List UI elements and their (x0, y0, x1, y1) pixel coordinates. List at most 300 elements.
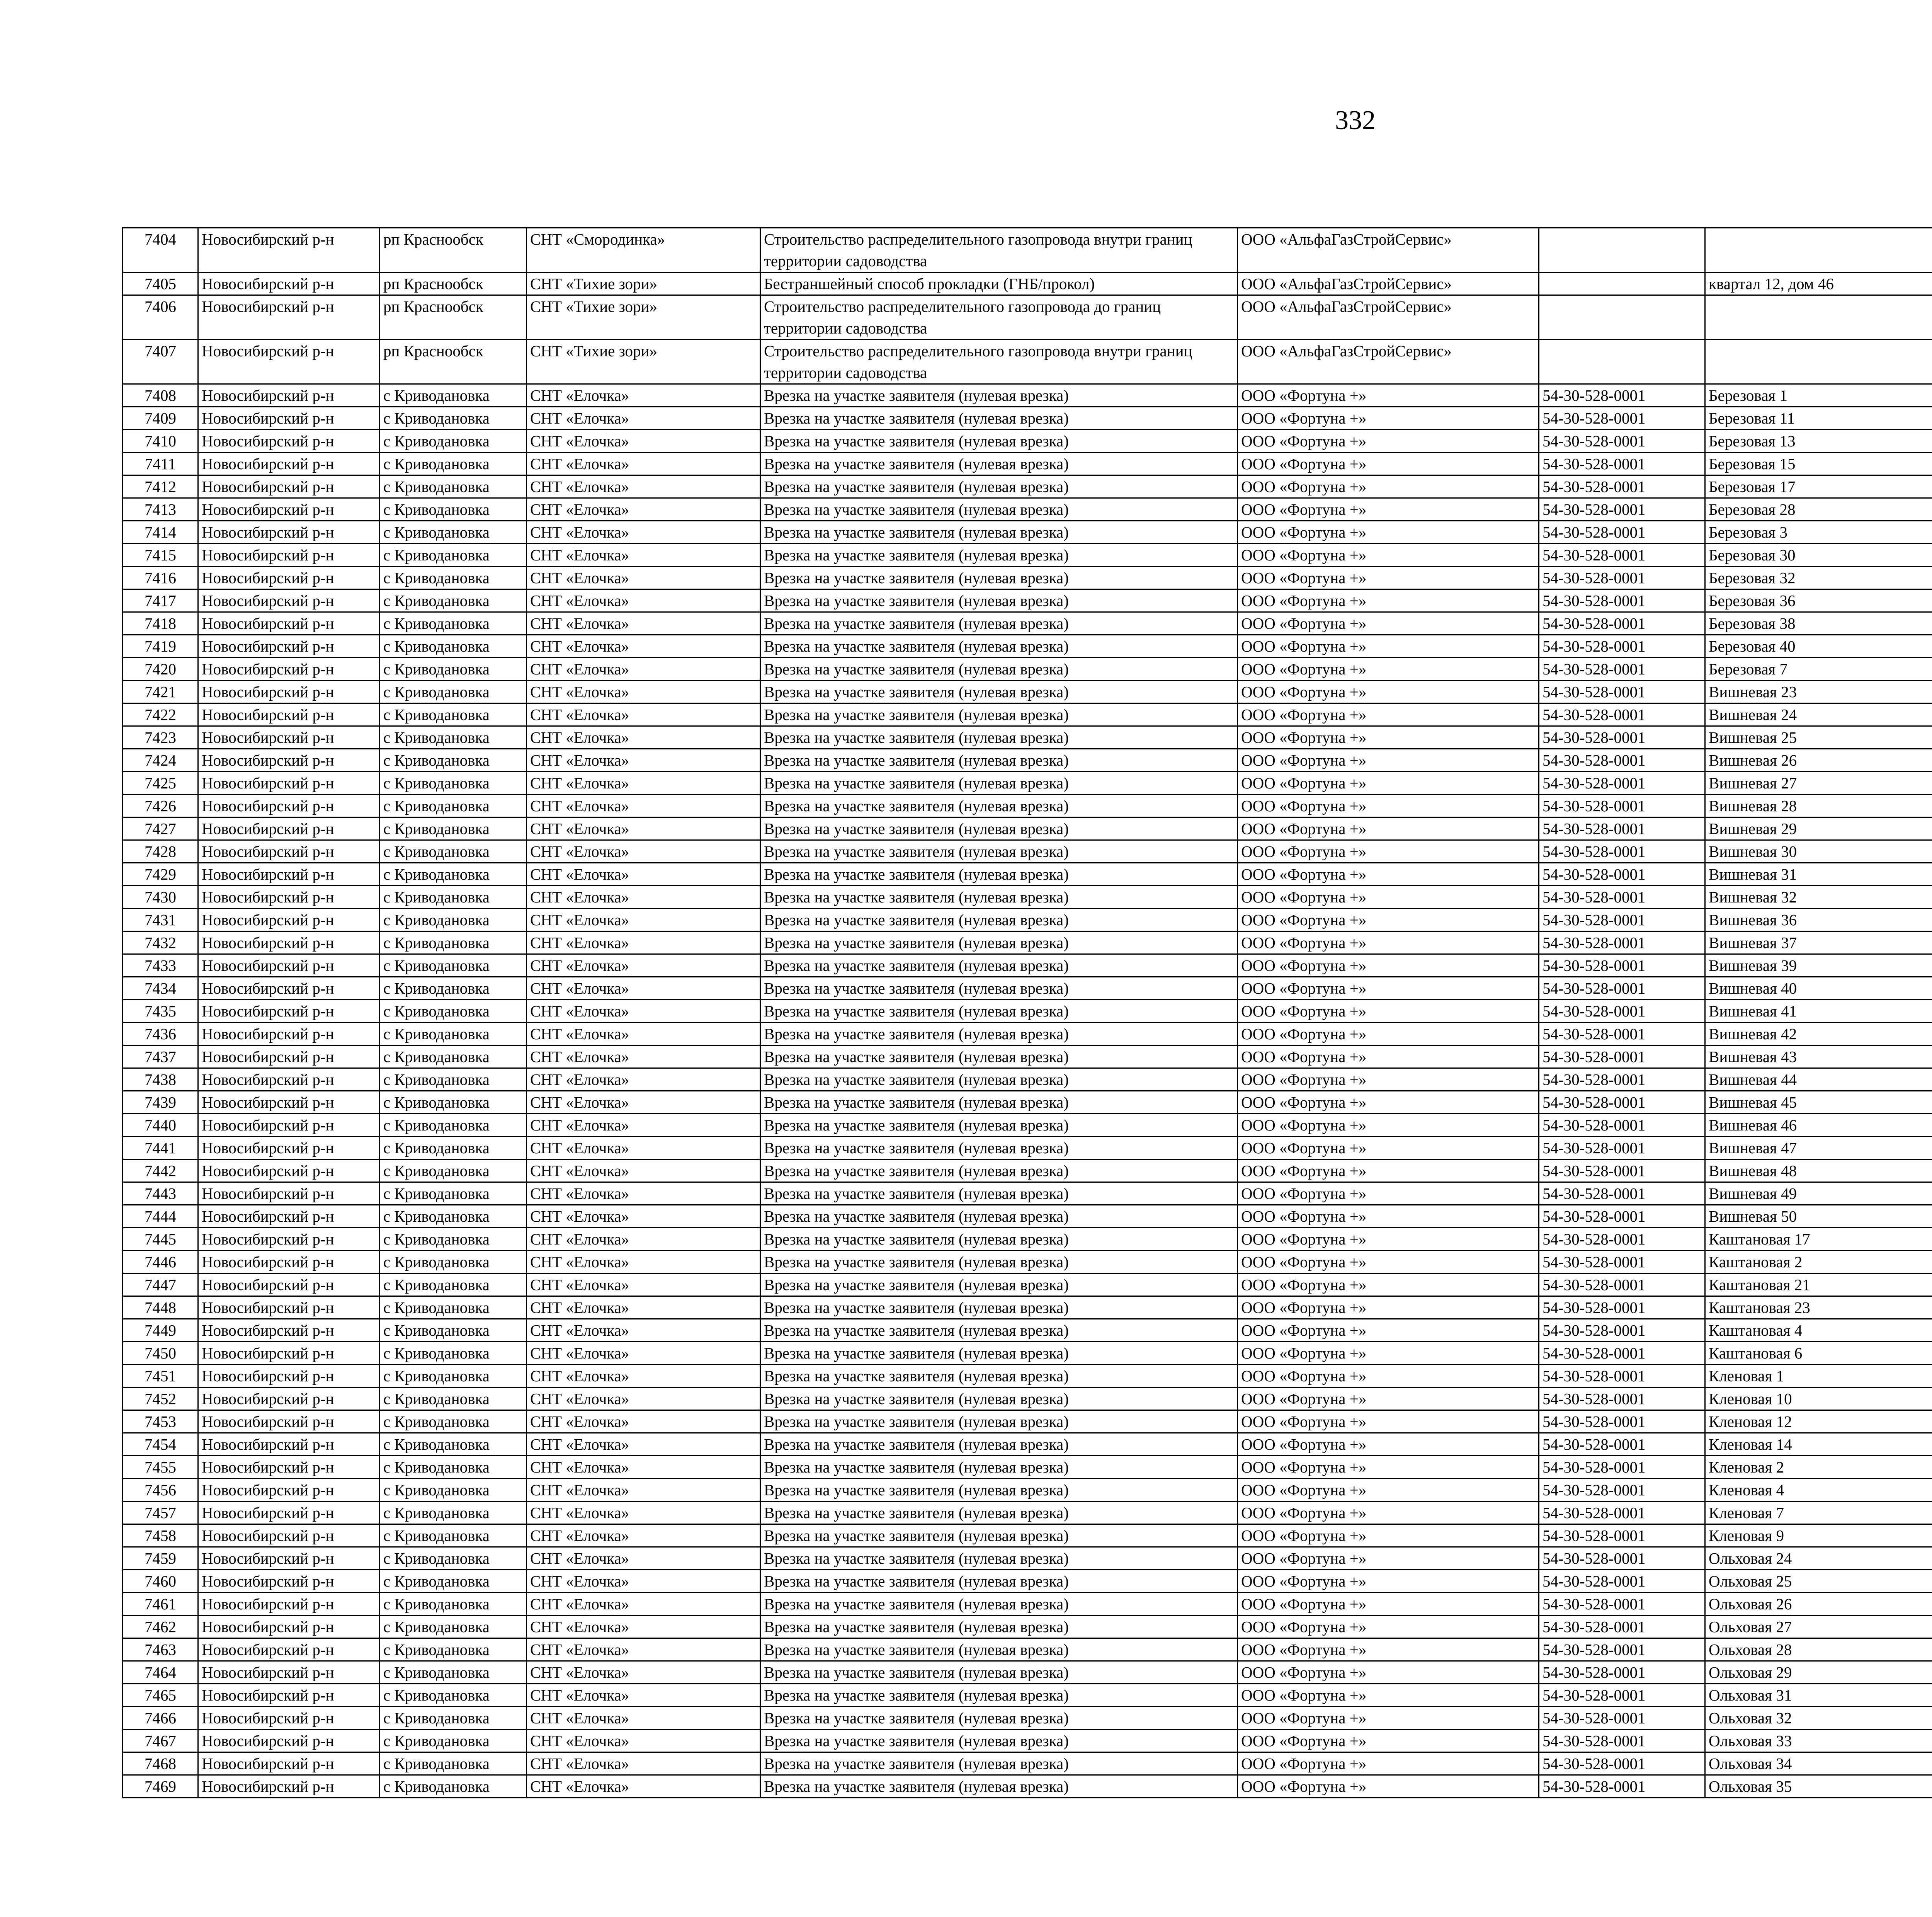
cell-grs-code: 54-30-528-0001 (1539, 1502, 1705, 1524)
cell-snt-name: СНТ «Елочка» (527, 1319, 760, 1342)
cell-address: Вишневая 49 (1705, 1182, 1932, 1205)
cell-organization: ООО «Фортуна +» (1238, 1091, 1539, 1114)
cell-work-type: Врезка на участке заявителя (нулевая врезка) (760, 1114, 1238, 1137)
cell-grs-code: 54-30-528-0001 (1539, 1273, 1705, 1296)
cell-work-type: Врезка на участке заявителя (нулевая врезка) (760, 1502, 1238, 1524)
table-row (123, 1273, 1932, 1296)
cell-grs-code: 54-30-528-0001 (1539, 749, 1705, 772)
cell-address: Вишневая 40 (1705, 977, 1932, 1000)
table-row (123, 977, 1932, 1000)
cell-address (1705, 228, 1932, 272)
cell-address: Березовая 15 (1705, 453, 1932, 475)
cell-organization: ООО «АльфаГазСтройСервис» (1238, 295, 1539, 340)
cell-organization: ООО «Фортуна +» (1238, 1273, 1539, 1296)
cell-work-type: Врезка на участке заявителя (нулевая врезка) (760, 1638, 1238, 1661)
cell-district: Новосибирский р-н (198, 1410, 380, 1433)
cell-district: Новосибирский р-н (198, 954, 380, 977)
cell-settlement: с Криводановка (380, 612, 527, 635)
cell-organization: ООО «Фортуна +» (1238, 567, 1539, 589)
cell-organization: ООО «Фортуна +» (1238, 931, 1539, 954)
cell-snt-name: СНТ «Елочка» (527, 1045, 760, 1068)
cell-district: Новосибирский р-н (198, 1570, 380, 1593)
cell-district: Новосибирский р-н (198, 544, 380, 567)
cell-work-type: Врезка на участке заявителя (нулевая врезка) (760, 1410, 1238, 1433)
cell-district: Новосибирский р-н (198, 272, 380, 295)
cell-settlement: с Криводановка (380, 1137, 527, 1159)
cell-work-type: Врезка на участке заявителя (нулевая врезка) (760, 1045, 1238, 1068)
cell-address: Вишневая 28 (1705, 795, 1932, 817)
cell-address: Березовая 30 (1705, 544, 1932, 567)
cell-settlement: с Криводановка (380, 863, 527, 886)
cell-row-number: 7430 (123, 886, 198, 909)
cell-district: Новосибирский р-н (198, 703, 380, 726)
table-row (123, 681, 1932, 703)
cell-district: Новосибирский р-н (198, 1730, 380, 1752)
cell-address: Березовая 36 (1705, 589, 1932, 612)
table-row (123, 475, 1932, 498)
cell-district: Новосибирский р-н (198, 340, 380, 384)
cell-work-type: Врезка на участке заявителя (нулевая врезка) (760, 1616, 1238, 1638)
cell-district: Новосибирский р-н (198, 817, 380, 840)
table-row (123, 567, 1932, 589)
cell-address: Березовая 28 (1705, 498, 1932, 521)
table-row (123, 795, 1932, 817)
table-row (123, 1319, 1932, 1342)
cell-work-type: Врезка на участке заявителя (нулевая врезка) (760, 1752, 1238, 1775)
cell-row-number: 7404 (123, 228, 198, 272)
cell-work-type: Врезка на участке заявителя (нулевая врезка) (760, 1433, 1238, 1456)
table-row (123, 840, 1932, 863)
cell-settlement: с Криводановка (380, 1045, 527, 1068)
cell-row-number: 7429 (123, 863, 198, 886)
table-row (123, 909, 1932, 931)
cell-work-type: Врезка на участке заявителя (нулевая врезка) (760, 1593, 1238, 1616)
cell-settlement: с Криводановка (380, 1524, 527, 1547)
cell-settlement: с Криводановка (380, 1661, 527, 1684)
cell-settlement: с Криводановка (380, 567, 527, 589)
cell-district: Новосибирский р-н (198, 1388, 380, 1410)
cell-snt-name: СНТ «Елочка» (527, 909, 760, 931)
cell-row-number: 7425 (123, 772, 198, 795)
cell-settlement: с Криводановка (380, 681, 527, 703)
cell-district: Новосибирский р-н (198, 1228, 380, 1251)
cell-address: Вишневая 45 (1705, 1091, 1932, 1114)
cell-grs-code: 54-30-528-0001 (1539, 1137, 1705, 1159)
cell-work-type: Врезка на участке заявителя (нулевая врезка) (760, 726, 1238, 749)
cell-grs-code: 54-30-528-0001 (1539, 931, 1705, 954)
cell-settlement: с Криводановка (380, 453, 527, 475)
cell-settlement: с Криводановка (380, 1205, 527, 1228)
cell-work-type: Врезка на участке заявителя (нулевая врезка) (760, 521, 1238, 544)
cell-grs-code: 54-30-528-0001 (1539, 1661, 1705, 1684)
cell-address: Каштановая 2 (1705, 1251, 1932, 1273)
table-row (123, 1228, 1932, 1251)
cell-organization: ООО «Фортуна +» (1238, 1616, 1539, 1638)
table-row (123, 544, 1932, 567)
cell-row-number: 7456 (123, 1479, 198, 1502)
cell-address: Каштановая 6 (1705, 1342, 1932, 1365)
cell-row-number: 7413 (123, 498, 198, 521)
cell-work-type: Врезка на участке заявителя (нулевая врезка) (760, 1228, 1238, 1251)
cell-row-number: 7468 (123, 1752, 198, 1775)
cell-address: Ольховая 32 (1705, 1707, 1932, 1730)
cell-snt-name: СНТ «Елочка» (527, 1159, 760, 1182)
cell-snt-name: СНТ «Елочка» (527, 498, 760, 521)
cell-work-type: Врезка на участке заявителя (нулевая врезка) (760, 886, 1238, 909)
cell-district: Новосибирский р-н (198, 1661, 380, 1684)
cell-work-type: Строительство распределительного газопровода внутри границ территории садоводства (760, 228, 1238, 272)
table-row (123, 1502, 1932, 1524)
cell-address: Ольховая 35 (1705, 1775, 1932, 1798)
cell-work-type: Врезка на участке заявителя (нулевая врезка) (760, 635, 1238, 658)
cell-organization: ООО «Фортуна +» (1238, 977, 1539, 1000)
cell-district: Новосибирский р-н (198, 407, 380, 430)
cell-organization: ООО «Фортуна +» (1238, 1068, 1539, 1091)
table-row (123, 228, 1932, 272)
cell-snt-name: СНТ «Елочка» (527, 749, 760, 772)
cell-snt-name: СНТ «Елочка» (527, 1410, 760, 1433)
cell-grs-code: 54-30-528-0001 (1539, 612, 1705, 635)
cell-work-type: Врезка на участке заявителя (нулевая врезка) (760, 1479, 1238, 1502)
cell-work-type: Врезка на участке заявителя (нулевая врезка) (760, 931, 1238, 954)
cell-organization: ООО «Фортуна +» (1238, 1182, 1539, 1205)
cell-row-number: 7442 (123, 1159, 198, 1182)
cell-row-number: 7427 (123, 817, 198, 840)
cell-organization: ООО «Фортуна +» (1238, 1205, 1539, 1228)
cell-district: Новосибирский р-н (198, 726, 380, 749)
cell-grs-code: 54-30-528-0001 (1539, 544, 1705, 567)
cell-address: Ольховая 28 (1705, 1638, 1932, 1661)
cell-snt-name: СНТ «Елочка» (527, 1228, 760, 1251)
cell-grs-code: 54-30-528-0001 (1539, 1479, 1705, 1502)
cell-district: Новосибирский р-н (198, 1205, 380, 1228)
table-row (123, 772, 1932, 795)
cell-district: Новосибирский р-н (198, 475, 380, 498)
cell-snt-name: СНТ «Елочка» (527, 1091, 760, 1114)
cell-settlement: с Криводановка (380, 749, 527, 772)
cell-district: Новосибирский р-н (198, 589, 380, 612)
cell-grs-code: 54-30-528-0001 (1539, 1319, 1705, 1342)
cell-snt-name: СНТ «Елочка» (527, 1775, 760, 1798)
cell-organization: ООО «Фортуна +» (1238, 1570, 1539, 1593)
cell-address: Вишневая 39 (1705, 954, 1932, 977)
cell-organization: ООО «Фортуна +» (1238, 1775, 1539, 1798)
cell-settlement: с Криводановка (380, 475, 527, 498)
cell-snt-name: СНТ «Елочка» (527, 863, 760, 886)
cell-snt-name: СНТ «Елочка» (527, 1273, 760, 1296)
cell-district: Новосибирский р-н (198, 1000, 380, 1023)
cell-snt-name: СНТ «Тихие зори» (527, 295, 760, 340)
cell-work-type: Врезка на участке заявителя (нулевая врезка) (760, 1456, 1238, 1479)
cell-district: Новосибирский р-н (198, 1456, 380, 1479)
cell-snt-name: СНТ «Елочка» (527, 1593, 760, 1616)
table-row (123, 817, 1932, 840)
cell-settlement: с Криводановка (380, 1182, 527, 1205)
cell-address: Вишневая 42 (1705, 1023, 1932, 1045)
table-row (123, 1707, 1932, 1730)
cell-grs-code (1539, 340, 1705, 384)
cell-organization: ООО «Фортуна +» (1238, 1388, 1539, 1410)
cell-snt-name: СНТ «Елочка» (527, 1524, 760, 1547)
cell-grs-code: 54-30-528-0001 (1539, 840, 1705, 863)
cell-settlement: с Криводановка (380, 931, 527, 954)
cell-grs-code: 54-30-528-0001 (1539, 1091, 1705, 1114)
cell-settlement: с Криводановка (380, 1159, 527, 1182)
cell-address: Ольховая 25 (1705, 1570, 1932, 1593)
cell-district: Новосибирский р-н (198, 795, 380, 817)
cell-snt-name: СНТ «Елочка» (527, 521, 760, 544)
cell-snt-name: СНТ «Елочка» (527, 544, 760, 567)
cell-grs-code: 54-30-528-0001 (1539, 1684, 1705, 1707)
table-row (123, 295, 1932, 340)
cell-district: Новосибирский р-н (198, 1159, 380, 1182)
cell-snt-name: СНТ «Елочка» (527, 430, 760, 453)
cell-grs-code: 54-30-528-0001 (1539, 567, 1705, 589)
cell-address: Березовая 1 (1705, 384, 1932, 407)
cell-snt-name: СНТ «Елочка» (527, 1114, 760, 1137)
cell-work-type: Врезка на участке заявителя (нулевая врезка) (760, 863, 1238, 886)
cell-row-number: 7422 (123, 703, 198, 726)
cell-address: Вишневая 41 (1705, 1000, 1932, 1023)
cell-settlement: с Криводановка (380, 1319, 527, 1342)
cell-organization: ООО «Фортуна +» (1238, 863, 1539, 886)
cell-work-type: Врезка на участке заявителя (нулевая врезка) (760, 1137, 1238, 1159)
cell-row-number: 7443 (123, 1182, 198, 1205)
cell-snt-name: СНТ «Елочка» (527, 1730, 760, 1752)
cell-row-number: 7408 (123, 384, 198, 407)
cell-address: Кленовая 2 (1705, 1456, 1932, 1479)
cell-district: Новосибирский р-н (198, 1502, 380, 1524)
cell-address: Вишневая 43 (1705, 1045, 1932, 1068)
cell-work-type: Врезка на участке заявителя (нулевая врезка) (760, 1091, 1238, 1114)
cell-work-type: Врезка на участке заявителя (нулевая врезка) (760, 1251, 1238, 1273)
cell-row-number: 7461 (123, 1593, 198, 1616)
cell-work-type: Врезка на участке заявителя (нулевая врезка) (760, 1068, 1238, 1091)
cell-work-type: Врезка на участке заявителя (нулевая врезка) (760, 681, 1238, 703)
cell-district: Новосибирский р-н (198, 931, 380, 954)
cell-grs-code: 54-30-528-0001 (1539, 1456, 1705, 1479)
table-row (123, 384, 1932, 407)
cell-row-number: 7449 (123, 1319, 198, 1342)
cell-grs-code: 54-30-528-0001 (1539, 863, 1705, 886)
cell-grs-code: 54-30-528-0001 (1539, 1251, 1705, 1273)
cell-grs-code: 54-30-528-0001 (1539, 1296, 1705, 1319)
cell-row-number: 7426 (123, 795, 198, 817)
cell-organization: ООО «Фортуна +» (1238, 772, 1539, 795)
cell-row-number: 7428 (123, 840, 198, 863)
cell-grs-code: 54-30-528-0001 (1539, 1433, 1705, 1456)
cell-row-number: 7424 (123, 749, 198, 772)
cell-organization: ООО «Фортуна +» (1238, 1730, 1539, 1752)
cell-snt-name: СНТ «Елочка» (527, 1752, 760, 1775)
cell-settlement: рп Краснообск (380, 228, 527, 272)
cell-grs-code: 54-30-528-0001 (1539, 977, 1705, 1000)
cell-row-number: 7455 (123, 1456, 198, 1479)
cell-address: Ольховая 33 (1705, 1730, 1932, 1752)
cell-row-number: 7423 (123, 726, 198, 749)
cell-snt-name: СНТ «Елочка» (527, 1000, 760, 1023)
cell-grs-code: 54-30-528-0001 (1539, 430, 1705, 453)
cell-grs-code: 54-30-528-0001 (1539, 1524, 1705, 1547)
cell-row-number: 7439 (123, 1091, 198, 1114)
cell-district: Новосибирский р-н (198, 612, 380, 635)
cell-work-type: Врезка на участке заявителя (нулевая врезка) (760, 772, 1238, 795)
cell-row-number: 7448 (123, 1296, 198, 1319)
table-row (123, 1524, 1932, 1547)
cell-district: Новосибирский р-н (198, 295, 380, 340)
cell-row-number: 7407 (123, 340, 198, 384)
cell-organization: ООО «Фортуна +» (1238, 384, 1539, 407)
cell-settlement: с Криводановка (380, 1296, 527, 1319)
cell-snt-name: СНТ «Елочка» (527, 703, 760, 726)
table-row (123, 886, 1932, 909)
cell-grs-code: 54-30-528-0001 (1539, 1114, 1705, 1137)
cell-work-type: Врезка на участке заявителя (нулевая врезка) (760, 1684, 1238, 1707)
table-row (123, 954, 1932, 977)
table-row (123, 1251, 1932, 1273)
cell-work-type: Врезка на участке заявителя (нулевая врезка) (760, 567, 1238, 589)
cell-grs-code: 54-30-528-0001 (1539, 498, 1705, 521)
table-row (123, 1342, 1932, 1365)
table-row (123, 1137, 1932, 1159)
cell-snt-name: СНТ «Тихие зори» (527, 272, 760, 295)
cell-organization: ООО «Фортуна +» (1238, 1524, 1539, 1547)
table-row (123, 749, 1932, 772)
cell-district: Новосибирский р-н (198, 1547, 380, 1570)
cell-work-type: Врезка на участке заявителя (нулевая врезка) (760, 977, 1238, 1000)
cell-organization: ООО «Фортуна +» (1238, 1661, 1539, 1684)
cell-work-type: Врезка на участке заявителя (нулевая врезка) (760, 658, 1238, 681)
cell-organization: ООО «Фортуна +» (1238, 1228, 1539, 1251)
cell-grs-code: 54-30-528-0001 (1539, 1228, 1705, 1251)
cell-district: Новосибирский р-н (198, 430, 380, 453)
cell-organization: ООО «Фортуна +» (1238, 1479, 1539, 1502)
cell-grs-code: 54-30-528-0001 (1539, 1000, 1705, 1023)
cell-row-number: 7451 (123, 1365, 198, 1388)
cell-snt-name: СНТ «Елочка» (527, 384, 760, 407)
cell-work-type: Врезка на участке заявителя (нулевая врезка) (760, 1524, 1238, 1547)
cell-district: Новосибирский р-н (198, 521, 380, 544)
cell-row-number: 7410 (123, 430, 198, 453)
cell-organization: ООО «Фортуна +» (1238, 795, 1539, 817)
cell-settlement: с Криводановка (380, 521, 527, 544)
cell-grs-code: 54-30-528-0001 (1539, 772, 1705, 795)
cell-district: Новосибирский р-н (198, 977, 380, 1000)
cell-district: Новосибирский р-н (198, 384, 380, 407)
cell-address: Березовая 40 (1705, 635, 1932, 658)
cell-address: Вишневая 31 (1705, 863, 1932, 886)
cell-settlement: с Криводановка (380, 1479, 527, 1502)
cell-address: Березовая 3 (1705, 521, 1932, 544)
cell-snt-name: СНТ «Елочка» (527, 817, 760, 840)
cell-grs-code: 54-30-528-0001 (1539, 453, 1705, 475)
table-row (123, 703, 1932, 726)
cell-work-type: Врезка на участке заявителя (нулевая врезка) (760, 1570, 1238, 1593)
cell-row-number: 7432 (123, 931, 198, 954)
cell-grs-code: 54-30-528-0001 (1539, 475, 1705, 498)
cell-snt-name: СНТ «Елочка» (527, 407, 760, 430)
cell-address: Ольховая 26 (1705, 1593, 1932, 1616)
table-row (123, 931, 1932, 954)
cell-snt-name: СНТ «Елочка» (527, 1456, 760, 1479)
cell-work-type: Врезка на участке заявителя (нулевая врезка) (760, 453, 1238, 475)
cell-organization: ООО «Фортуна +» (1238, 1456, 1539, 1479)
cell-work-type: Врезка на участке заявителя (нулевая врезка) (760, 1342, 1238, 1365)
cell-address: Вишневая 29 (1705, 817, 1932, 840)
cell-settlement: с Криводановка (380, 1091, 527, 1114)
table-row (123, 635, 1932, 658)
cell-row-number: 7435 (123, 1000, 198, 1023)
cell-organization: ООО «Фортуна +» (1238, 1342, 1539, 1365)
cell-organization: ООО «Фортуна +» (1238, 726, 1539, 749)
cell-work-type: Врезка на участке заявителя (нулевая врезка) (760, 795, 1238, 817)
cell-work-type: Врезка на участке заявителя (нулевая врезка) (760, 1365, 1238, 1388)
cell-snt-name: СНТ «Елочка» (527, 1638, 760, 1661)
cell-grs-code (1539, 295, 1705, 340)
cell-settlement: с Криводановка (380, 1616, 527, 1638)
cell-settlement: с Криводановка (380, 1707, 527, 1730)
cell-district: Новосибирский р-н (198, 1593, 380, 1616)
table-row (123, 726, 1932, 749)
cell-grs-code: 54-30-528-0001 (1539, 817, 1705, 840)
cell-row-number: 7450 (123, 1342, 198, 1365)
table-row (123, 1159, 1932, 1182)
cell-district: Новосибирский р-н (198, 1479, 380, 1502)
cell-settlement: с Криводановка (380, 1684, 527, 1707)
cell-work-type: Строительство распределительного газопровода внутри границ территории садоводства (760, 340, 1238, 384)
cell-row-number: 7460 (123, 1570, 198, 1593)
cell-snt-name: СНТ «Елочка» (527, 1068, 760, 1091)
cell-work-type: Врезка на участке заявителя (нулевая врезка) (760, 1159, 1238, 1182)
cell-organization: ООО «Фортуна +» (1238, 658, 1539, 681)
cell-organization: ООО «Фортуна +» (1238, 612, 1539, 635)
cell-address: Кленовая 1 (1705, 1365, 1932, 1388)
cell-work-type: Врезка на участке заявителя (нулевая врезка) (760, 1319, 1238, 1342)
cell-snt-name: СНТ «Елочка» (527, 567, 760, 589)
cell-grs-code: 54-30-528-0001 (1539, 384, 1705, 407)
cell-organization: ООО «Фортуна +» (1238, 681, 1539, 703)
cell-address: Вишневая 23 (1705, 681, 1932, 703)
cell-snt-name: СНТ «Елочка» (527, 1684, 760, 1707)
cell-organization: ООО «АльфаГазСтройСервис» (1238, 228, 1539, 272)
cell-settlement: рп Краснообск (380, 340, 527, 384)
cell-district: Новосибирский р-н (198, 1433, 380, 1456)
cell-address: Вишневая 37 (1705, 931, 1932, 954)
table-row (123, 430, 1932, 453)
cell-row-number: 7405 (123, 272, 198, 295)
cell-settlement: с Криводановка (380, 1593, 527, 1616)
cell-district: Новосибирский р-н (198, 1638, 380, 1661)
cell-snt-name: СНТ «Елочка» (527, 1707, 760, 1730)
cell-settlement: с Криводановка (380, 795, 527, 817)
cell-organization: ООО «Фортуна +» (1238, 1251, 1539, 1273)
table-row (123, 1023, 1932, 1045)
cell-organization: ООО «Фортуна +» (1238, 1319, 1539, 1342)
cell-grs-code: 54-30-528-0001 (1539, 521, 1705, 544)
cell-grs-code (1539, 272, 1705, 295)
cell-address: Вишневая 25 (1705, 726, 1932, 749)
cell-organization: ООО «Фортуна +» (1238, 453, 1539, 475)
table-row (123, 498, 1932, 521)
cell-address: Вишневая 44 (1705, 1068, 1932, 1091)
cell-snt-name: СНТ «Елочка» (527, 772, 760, 795)
cell-organization: ООО «Фортуна +» (1238, 703, 1539, 726)
cell-snt-name: СНТ «Елочка» (527, 1661, 760, 1684)
cell-settlement: с Криводановка (380, 703, 527, 726)
cell-snt-name: СНТ «Елочка» (527, 1182, 760, 1205)
cell-organization: ООО «АльфаГазСтройСервис» (1238, 340, 1539, 384)
cell-district: Новосибирский р-н (198, 1091, 380, 1114)
